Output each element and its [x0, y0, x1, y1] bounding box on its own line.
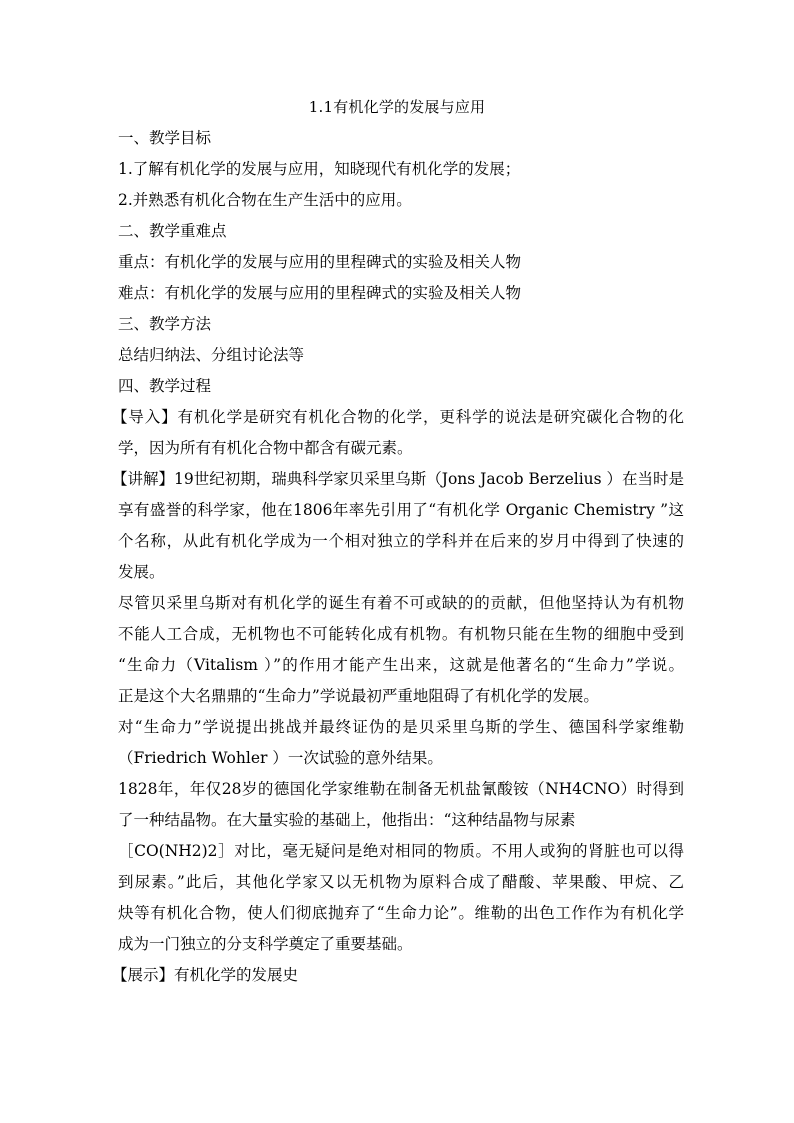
text-line: 1.了解有机化学的发展与应用，知晓现代有机化学的发展； — [118, 160, 521, 178]
text-line: 尽管贝采里乌斯对有机化学的诞生有着不可或缺的的贡献，但他坚持认为有机物 — [118, 594, 684, 612]
text-line: 三、教学方法 — [118, 315, 212, 333]
text-line: 成为一门独立的分支科学奠定了重要基础。 — [118, 935, 413, 953]
document-body — [112, 123, 685, 991]
text-line: 发展。 — [118, 563, 165, 581]
text-line: 学，因为所有有机化合物中都含有碳元素。 — [118, 439, 413, 457]
document-title: 1.1有机化学的发展与应用 — [308, 98, 486, 116]
text-line: 总结归纳法、分组讨论法等 — [118, 346, 305, 364]
text-line: 了一种结晶物。在大量实验的基础上，他指出：“这种结晶物与尿素 — [118, 811, 576, 829]
text-line: 【展示】有机化学的发展史 — [112, 966, 299, 984]
text-line: 二、教学重难点 — [118, 222, 227, 240]
text-line: 正是这个大名鼎鼎的“生命力”学说最初严重地阻碍了有机化学的发展。 — [118, 687, 599, 705]
text-line: 1828年，年仅28岁的德国化学家维勒在制备无机盐氰酸铵（NH4CNO）时得到 — [118, 780, 684, 798]
text-line: 【导入】有机化学是研究有机化合物的化学，更科学的说法是研究碳化合物的化 — [112, 408, 684, 426]
text-line: 到尿素。”此后，其他化学家又以无机物为原料合成了醋酸、苹果酸、甲烷、乙 — [118, 873, 684, 891]
text-line: “生命力（Vitalism ）”的作用才能产生出来，这就是他著名的“生命力”学说。 — [118, 656, 684, 674]
text-line: 不能人工合成，无机物也不可能转化成有机物。有机物只能在生物的细胞中受到 — [118, 625, 684, 643]
text-line: 四、教学过程 — [118, 377, 212, 395]
text-line: （Friedrich Wohler ）一次试验的意外结果。 — [118, 749, 443, 767]
text-line: 炔等有机化合物，使人们彻底抛弃了“生命力论”。维勒的出色工作作为有机化学 — [118, 904, 684, 922]
text-line: 2.并熟悉有机化合物在生产生活中的应用。 — [118, 191, 412, 209]
text-line: 重点：有机化学的发展与应用的里程碑式的实验及相关人物 — [118, 253, 522, 271]
text-line: 个名称，从此有机化学成为一个相对独立的学科并在后来的岁月中得到了快速的 — [118, 532, 684, 550]
text-line: 对“生命力”学说提出挑战并最终证伪的是贝采里乌斯的学生、德国科学家维勒 — [118, 718, 684, 736]
text-line: 【讲解】19世纪初期，瑞典科学家贝采里乌斯（Jons Jacob Berzelius ）在当时是 — [112, 470, 685, 488]
text-line: 享有盛誉的科学家，他在1806年率先引用了“有机化学 Organic Chemistry ”这 — [118, 501, 684, 519]
text-line: ［CO(NH2)2］对比，毫无疑问是绝对相同的物质。不用人或狗的肾脏也可以得 — [118, 842, 684, 860]
text-line: 一、教学目标 — [118, 129, 212, 147]
text-line: 难点：有机化学的发展与应用的里程碑式的实验及相关人物 — [118, 284, 522, 302]
